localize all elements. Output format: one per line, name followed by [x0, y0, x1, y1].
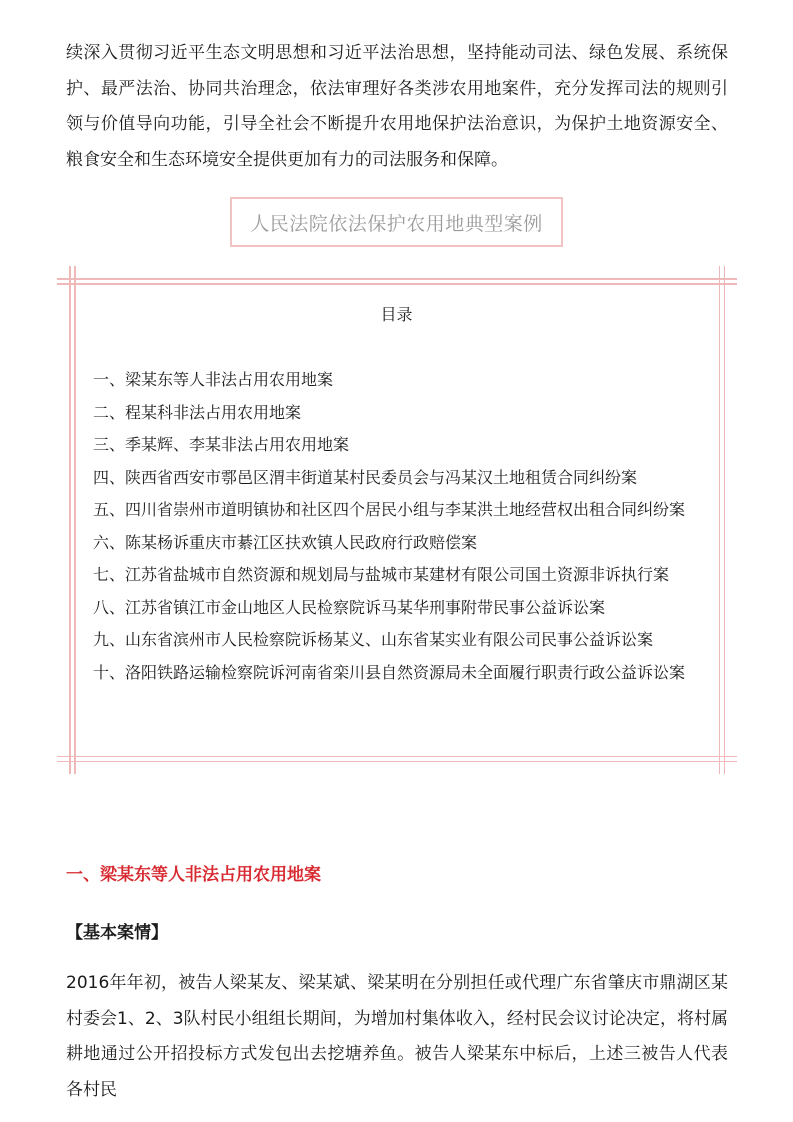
frame-line-bottom-inner [57, 756, 737, 758]
frame-line-top-outer [57, 278, 737, 280]
toc-item[interactable]: 五、四川省崇州市道明镇协和社区四个居民小组与李某洪土地经营权出租合同纠纷案 [93, 500, 686, 519]
frame-line-bottom-outer [57, 761, 737, 763]
toc-item[interactable]: 四、陕西省西安市鄠邑区渭丰街道某村民委员会与冯某汉土地租赁合同纠纷案 [93, 467, 638, 487]
case-paragraph: 2016年年初，被告人梁某友、梁某斌、梁某明在分别担任或代理广东省肇庆市鼎湖区某村委会1、2、3队村民小组组长期间，为增加村集体收入，经村民会议讨论决定，将村属耕地通过公开招投标方式发包出去挖塘养鱼。被告人梁某东中标后，上述三被告人代表各村民 [66, 973, 728, 1100]
frame-line-top-inner [57, 283, 737, 285]
intro-paragraph: 续深入贯彻习近平生态文明思想和习近平法治思想，坚持能动司法、绿色发展、系统保护、最严法治、协同共治理念，依法审理好各类涉农用地案件，充分发挥司法的规则引领与价值导向功能，引导全社会不断提升农用地保护法治意识，为保护土地资源安全、粮食安全和生态环境安全提供更加有力的司法服务和保障。 [66, 43, 728, 170]
toc-item[interactable]: 二、程某科非法占用农用地案 [93, 402, 302, 422]
frame-line-left-outer [69, 266, 71, 774]
toc-item[interactable]: 一、梁某东等人非法占用农用地案 [93, 370, 334, 389]
frame-line-left-inner [74, 266, 76, 774]
toc-item[interactable]: 八、江苏省镇江市金山地区人民检察院诉马某华刑事附带民事公益诉讼案 [93, 597, 606, 617]
toc-item[interactable]: 九、山东省滨州市人民检察院诉杨某义、山东省某实业有限公司民事公益诉讼案 [93, 630, 654, 649]
frame-line-right-outer [724, 266, 726, 774]
toc-list [93, 364, 713, 689]
sub-heading: 【基本案情】 [66, 923, 168, 943]
toc-title: 目录 [380, 305, 413, 324]
toc-item[interactable]: 三、季某辉、李某非法占用农用地案 [93, 435, 350, 454]
section-heading: 一、梁某东等人非法占用农用地案 [66, 865, 321, 885]
toc-item[interactable]: 七、江苏省盐城市自然资源和规划局与盐城市某建材有限公司国土资源非诉执行案 [93, 565, 670, 584]
frame-line-right-inner [719, 266, 721, 774]
toc-item[interactable]: 六、陈某杨诉重庆市綦江区扶欢镇人民政府行政赔偿案 [93, 532, 478, 552]
toc-item[interactable]: 十、洛阳铁路运输检察院诉河南省栾川县自然资源局未全面履行职责行政公益诉讼案 [93, 662, 686, 682]
title-box: 人民法院依法保护农用地典型案例 [230, 197, 563, 247]
